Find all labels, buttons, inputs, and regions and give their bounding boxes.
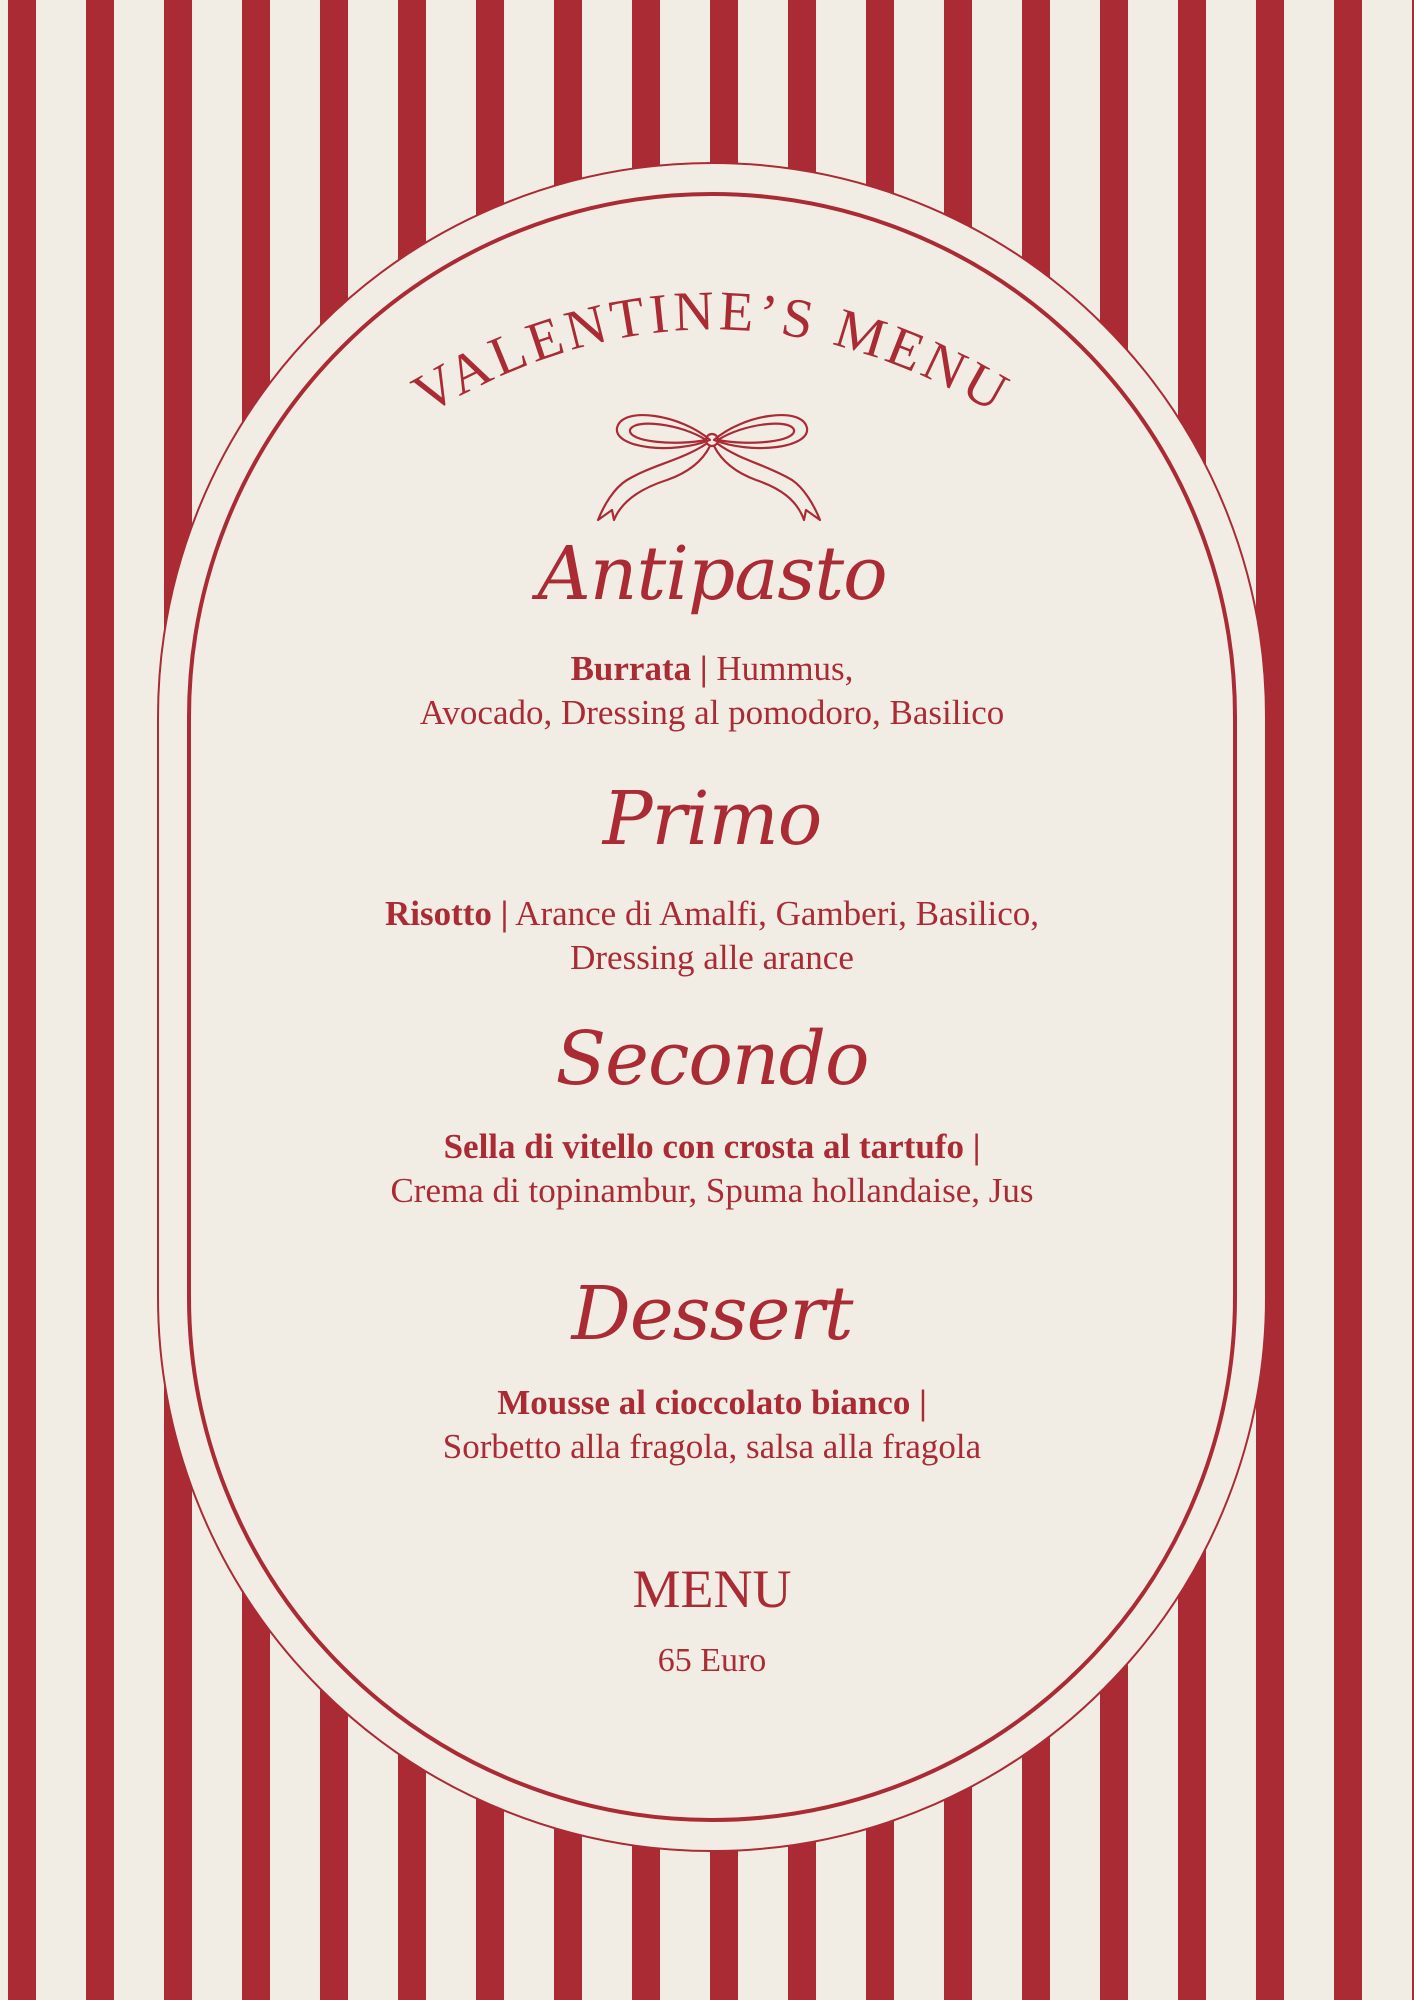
menu-label: MENU (632, 1559, 792, 1619)
dish-line-1 (187, 892, 1237, 936)
menu-price: 65 Euro (657, 1642, 767, 1679)
dish-line-2: Crema di topinambur, Spuma hollandaise, Jus (390, 1171, 1034, 1210)
dish-secondo (187, 1125, 1237, 1213)
dish-antipasto (187, 647, 1237, 735)
dish-line-1 (187, 1125, 1237, 1169)
dish-dessert (187, 1381, 1237, 1469)
section-title-dessert: Dessert (571, 1271, 853, 1357)
menu-card (187, 192, 1237, 1822)
dish-ingredients: Hummus, (707, 649, 854, 688)
dish-name: Risotto | (384, 894, 509, 933)
bow-icon (592, 410, 832, 525)
dish-line-2: Avocado, Dressing al pomodoro, Basilico (419, 693, 1005, 732)
svg-text:VALENTINE’S MENU (403, 280, 1021, 426)
section-title-antipasto: Antipasto (537, 531, 887, 617)
page-title: VALENTINE’S MENU (402, 280, 1022, 426)
dish-name: Mousse al cioccolato bianco | (497, 1383, 927, 1422)
dish-line-1 (187, 647, 1237, 691)
dish-line-1 (187, 1381, 1237, 1425)
dish-line-2: Dressing alle arance (570, 938, 854, 977)
section-title-secondo: Secondo (555, 1016, 869, 1102)
dish-ingredients: Arance di Amalfi, Gamberi, Basilico, (508, 894, 1040, 933)
section-title-primo: Primo (602, 776, 822, 862)
dish-line-2: Sorbetto alla fragola, salsa alla fragola (442, 1427, 982, 1466)
dish-name: Sella di vitello con crosta al tartufo | (443, 1127, 981, 1166)
dish-name: Burrata | (570, 649, 708, 688)
dish-primo (187, 892, 1237, 980)
